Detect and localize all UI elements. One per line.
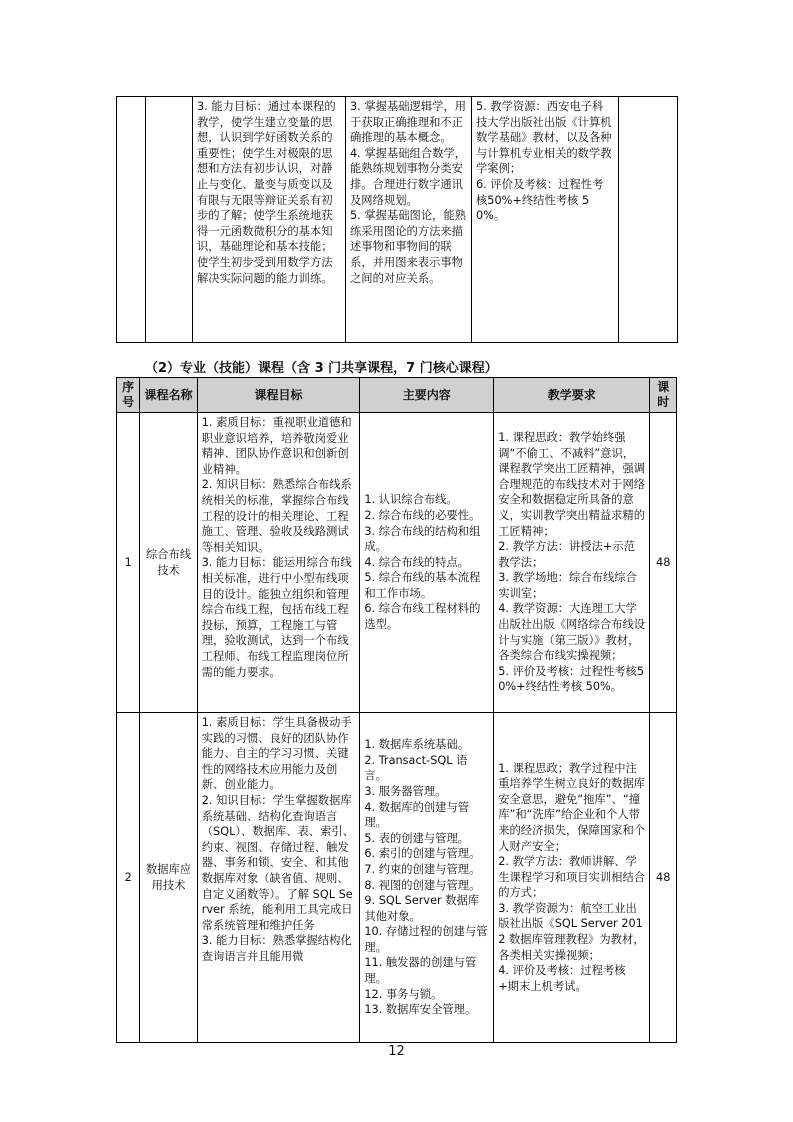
requirement-item: 2. 教学方法：教师讲解、学生课程学习和项目实训相结合的方式； (498, 855, 646, 900)
content-item: 3. 服务器管理。 (364, 784, 447, 798)
goal-item: 3. 能力目标：熟悉掌握结构化查询语言并且能用微 (201, 934, 352, 963)
header-content: 主要内容 (360, 378, 494, 413)
section-title: （2）专业（技能）课程（含 3 门共享课程，7 门核心课程） (145, 361, 498, 376)
requirement-item: 5. 评价及考核：过程性考核50%+终结性考核 50%。 (498, 664, 645, 694)
index-cell: 2 (117, 713, 140, 1043)
content-item: 9. SQL Server 数据库其他对象。 (364, 894, 480, 923)
name-cell: 数据库应用技术 (140, 713, 197, 1043)
content-item: 4. 综合布线的特点。 (364, 555, 470, 569)
content-item: 5. 表的创建与管理。 (364, 831, 470, 845)
goals-cell (197, 413, 360, 713)
goal-item: 1. 素质目标：学生具备极动手实践的习惯、良好的团队协作能力、自主的学习习惯、关键性的网络技术应用能力及创新、创业能力。 (201, 716, 352, 792)
content-item: 3. 综合布线的结构和组成。 (364, 524, 481, 554)
name-cell: 综合布线技术 (140, 413, 197, 713)
hours-cell: 48 (650, 413, 677, 713)
requirement-item: 3. 教学资源为：航空工业出版社出版《SQL Server 2012 数据库管理教程》为教材，各类相关实操视频； (498, 901, 645, 962)
content-item: 13. 数据库安全管理。 (364, 1003, 477, 1017)
course-table (116, 377, 677, 1043)
content-item: 1. 数据库系统基础。 (364, 738, 470, 752)
content-item: 4. 掌握基础组合数学，能熟练规划事物分类安排。合理进行数字通讯及网络规划。 (350, 146, 467, 207)
content-item: 10. 存储过程的创建与管理。 (364, 925, 488, 954)
requirements-cell (494, 713, 650, 1043)
goals-cell (197, 713, 360, 1043)
index-cell: 1 (117, 413, 140, 713)
requirements-cell (472, 97, 619, 343)
content-item: 2. Transact-SQL 语言。 (364, 753, 468, 783)
content-item: 5. 综合布线的基本流程和工作市场。 (364, 571, 481, 600)
content-item: 3. 掌握基础逻辑学，用于获取正确推理和不正确推理的基本概念。 (350, 100, 467, 145)
goal-item: 3. 能力目标：通过本课程的教学，使学生建立变量的思想，认识到学好函数关系的重要性；使学生对极限的思想和方法有初步认识，对静止与变化、量变与质变以及有限与无限等辩证关系有初步的了解；使学生系统地获得一元函数微积分的基本知识，基础理论和基本技能；使学生初步受到用数学方法解决实际问题的能力训练。 (197, 100, 336, 285)
content-item: 8. 视图的创建与管理。 (364, 878, 481, 892)
goals-cell (193, 97, 346, 343)
content-item: 2. 综合布线的必要性。 (364, 508, 481, 522)
content-cell (360, 413, 494, 713)
content-item: 4. 数据库的创建与管理。 (364, 800, 470, 830)
goal-item: 1. 素质目标：重视职业道德和职业意识培养，培养敬岗爱业精神、团队协作意识和创新创业精神。 (201, 416, 352, 476)
content-cell (360, 713, 494, 1043)
content-item: 6. 综合布线工程材料的选型。 (364, 602, 481, 632)
header-hours: 课时 (650, 378, 677, 413)
hours-cell: 48 (650, 713, 677, 1043)
requirement-item: 4. 教学资源：大连理工大学出版社出版《网络综合布线设计与实施（第三版）》教材，各类综合布线实操视频； (498, 602, 646, 663)
header-requirements: 教学要求 (494, 378, 650, 413)
continuation-table (116, 96, 678, 343)
requirement-item: 2. 教学方法：讲授法+示范教学法； (498, 540, 636, 569)
content-item: 12. 事务与锁。 (364, 987, 443, 1001)
table-header-row (117, 378, 677, 413)
content-item: 11. 触发器的创建与管理。 (364, 956, 477, 986)
requirements-cell (494, 413, 650, 713)
requirement-item: 4. 评价及考核：过程考核+期末上机考试。 (498, 964, 626, 993)
content-item: 7. 约束的创建与管理。 (364, 862, 481, 876)
content-item: 6. 索引的创建与管理。 (364, 847, 481, 861)
header-index: 序号 (117, 378, 140, 413)
goal-item: 2. 知识目标：熟悉综合布线系统相关的标准，掌握综合布线工程的设计的相关理论、工程施工、管理、验收及线路测试等相关知识。 (201, 478, 352, 554)
content-item: 5. 掌握基础图论，能熟练采用图论的方法来描述事物和事物间的联系，并用图来表示事物之间的对应关系。 (350, 209, 467, 285)
index-cell (117, 97, 146, 343)
table-row (117, 97, 678, 343)
requirement-item: 3. 教学场地：综合布线综合实训室； (498, 571, 637, 600)
goal-item: 2. 知识目标：学生掌握数据库系统基础、结构化查询语言（SQL）、数据库、表、索引、约束、视图、存储过程、触发器、事务和锁、安全、和其他数据库对象（缺省值、规则、自定义函数等）。了解 SQL Server 系统，能利用工具完成日常系统管理和维护任务 (201, 793, 355, 932)
name-cell (146, 97, 193, 343)
goal-item: 3. 能力目标：能运用综合布线相关标准，进行中小型布线项目的设计。能独立组织和管理综合布线工程，包括布线工程投标，预算，工程施工与管理，验收测试，达到一个布线工程师、布线工程监理岗位所需的能力要求。 (201, 556, 352, 679)
hours-cell (619, 97, 678, 343)
table-row (117, 413, 677, 713)
header-name: 课程名称 (140, 378, 197, 413)
content-cell (346, 97, 472, 343)
page-number: 12 (388, 1044, 405, 1059)
requirement-item: 1. 课程思政：教学始终强调“不偷工、不减料”意识，课程教学突出工匠精神，强调合理规范的布线技术对于网络安全和数据稳定所具备的意义，实训教学突出精益求精的工匠精神； (498, 430, 646, 538)
requirement-item: 5. 教学资源：西安电子科技大学出版社出版《计算机数学基础》教材，以及各种与计算机专业相关的数学教学案例； (476, 100, 612, 176)
requirement-item: 6. 评价及考核：过程性考核50%+终结性考核 50%。 (476, 177, 604, 223)
requirement-item: 1. 课程思政；教学过程中注重培养学生树立良好的数据库安全意思，避免“拖库”、“撞库”和“洗库”给企业和个人带来的经济损失，保障国家和个人财产安全； (498, 761, 646, 853)
table-row (117, 713, 677, 1043)
content-item: 1. 认识综合布线。 (364, 493, 458, 507)
header-goals: 课程目标 (197, 378, 360, 413)
